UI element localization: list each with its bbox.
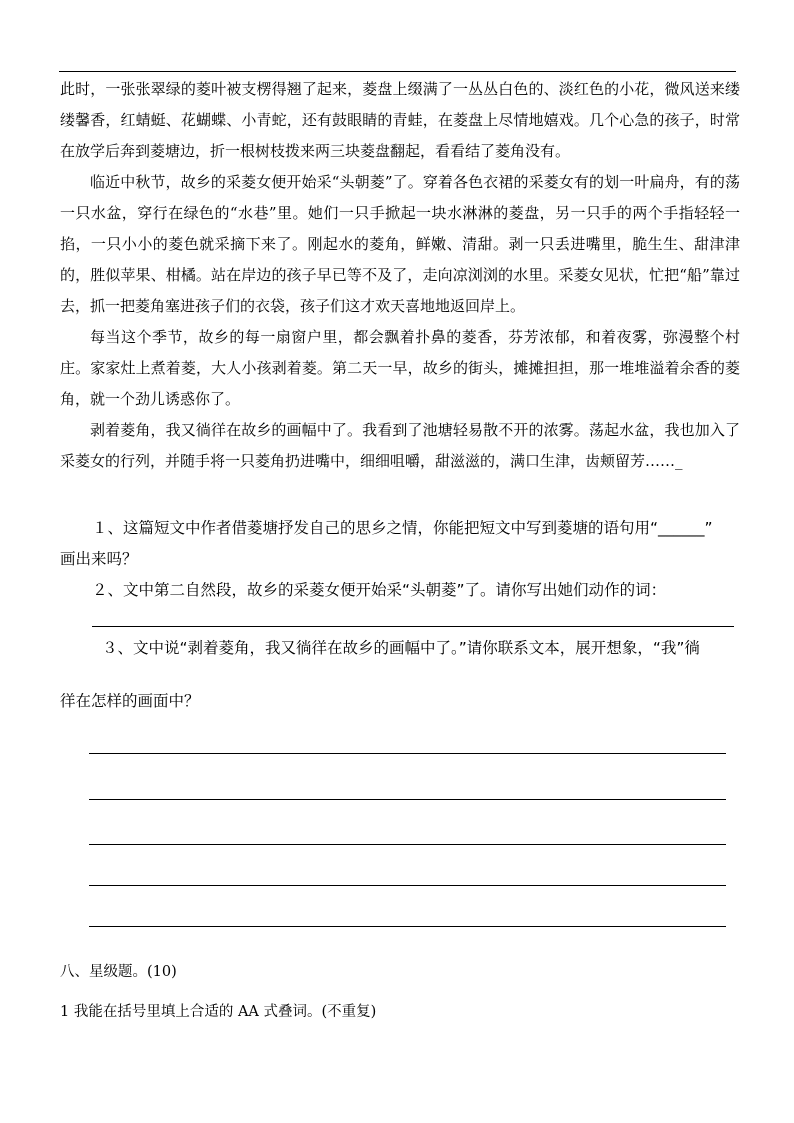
question-3-answer-line-3[interactable] (89, 844, 726, 845)
question-3-answer-line-4[interactable] (89, 885, 726, 886)
question-3-answer-line-1[interactable] (89, 753, 726, 754)
passage-paragraph-3: 每当这个季节，故乡的每一扇窗户里，都会飘着扑鼻的菱香，芬芳浓郁，和着夜雾，弥漫整个村庄。家家灶上煮着菱，大人小孩剥着菱。第二天一早，故乡的街头，摊摊担担，那一堆堆溢着余香的菱角，就一个劲儿诱惑你了。 (60, 328, 740, 408)
question-3-line-1: ３、文中说“剥着菱角，我又徜徉在故乡的画幅中了。”请你联系文本，展开想象，“我”徜 (102, 639, 700, 657)
question-1-line-1: １、这篇短文中作者借菱塘抒发自己的思乡之情，你能把短文中写到菱塘的语句用“______” (92, 519, 713, 537)
question-2-answer-line[interactable] (92, 626, 734, 627)
question-2: ２、文中第二自然段，故乡的采菱女便开始采“头朝菱”了。请你写出她们动作的词： (92, 581, 667, 599)
question-3-line-2: 徉在怎样的画面中？ (60, 692, 200, 710)
question-3-answer-line-5[interactable] (89, 926, 726, 927)
passage-paragraph-1: 此时，一张张翠绿的菱叶被支楞得翘了起来，菱盘上缀满了一丛丛白色的、淡红色的小花，微风送来缕缕馨香，红蜻蜓、花蝴蝶、小青蛇，还有鼓眼睛的青蛙，在菱盘上尽情地嬉戏。几个心急的孩子，时常在放学后奔到菱塘边，折一根树枝拨来两三块菱盘翻起，看看结了菱角没有。 (60, 80, 740, 160)
top-rule (59, 71, 736, 72)
question-1-line-2: 画出来吗？ (60, 550, 138, 568)
passage-paragraph-2: 临近中秋节，故乡的采菱女便开始采“头朝菱”了。穿着各色衣裙的采菱女有的划一叶扁舟，有的荡一只水盆，穿行在绿色的“水巷”里。她们一只手掀起一块水淋淋的菱盘，另一只手的两个手指轻轻一掐，一只小小的菱色就采摘下来了。刚起水的菱角，鲜嫩、清甜。剥一只丢进嘴里，脆生生、甜津津的，胜似苹果、柑橘。站在岸边的孩子早已等不及了，走向凉浏浏的水里。采菱女见状，忙把“船”靠过去，抓一把菱角塞进孩子们的衣袋，孩子们这才欢天喜地地返回岸上。 (60, 173, 740, 315)
passage-paragraph-4: 剥着菱角，我又徜徉在故乡的画幅中了。我看到了池塘轻易散不开的浓雾。荡起水盆，我也加入了采菱女的行列，并随手将一只菱角扔进嘴中，细细咀嚼，甜滋滋的，满口生津，齿颊留芳……_ (60, 421, 740, 470)
section-8-heading: 八、星级题。(10) (60, 964, 177, 980)
section-8-item-1: 1 我能在括号里填上合适的 AA 式叠词。(不重复) (60, 1004, 377, 1020)
question-3-answer-line-2[interactable] (89, 799, 726, 800)
